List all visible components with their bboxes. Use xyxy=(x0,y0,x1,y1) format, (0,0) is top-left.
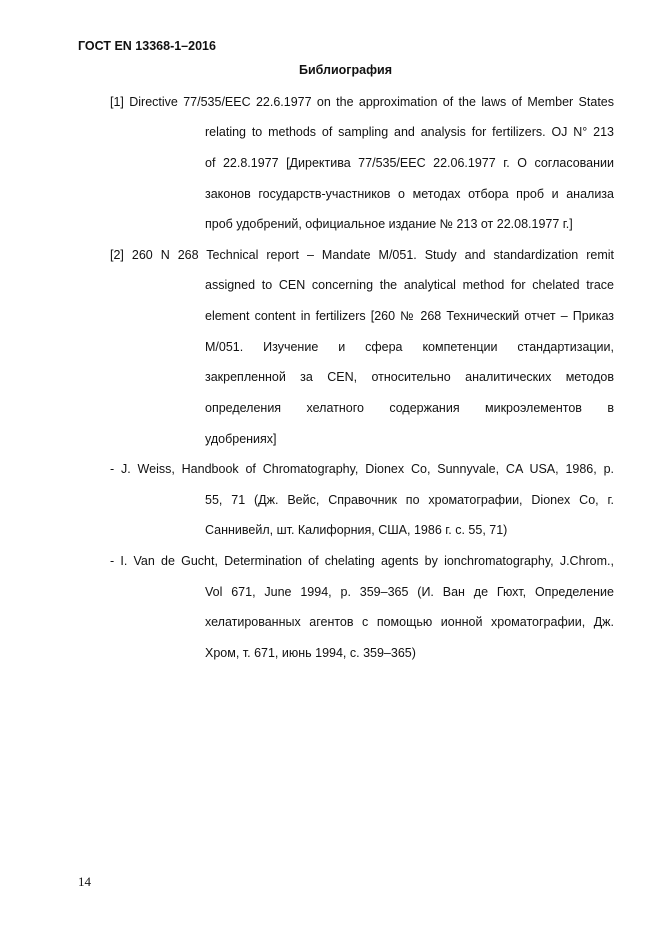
entry-2-line-1: [2] 260 N 268 Technical report – Mandate M/051. Study and standardization remit xyxy=(110,248,614,262)
entry-3-line-2: 55, 71 (Дж. Вейс, Справочник по хроматографии, Dionex Co, г. xyxy=(205,493,614,507)
entry-2-line-4: М/051. Изучение и сфера компетенции стандартизации, xyxy=(205,340,614,354)
entry-1-line-1: [1] Directive 77/535/EEC 22.6.1977 on the approximation of the laws of Member States xyxy=(110,95,614,109)
entry-2-line-5: закрепленной за CEN, относительно аналитических методов xyxy=(205,370,614,384)
entry-2-line-3: element content in fertilizers [260 № 268 Технический отчет – Приказ xyxy=(205,309,614,323)
entry-4-line-4: Хром, т. 671, июнь 1994, с. 359–365) xyxy=(205,646,416,660)
section-title xyxy=(0,63,661,77)
entry-3-line-1: - J. Weiss, Handbook of Chromatography, Dionex Co, Sunnyvale, CA USA, 1986, p. xyxy=(110,462,614,476)
entry-4-line-3: хелатированных агентов с помощью ионной хроматографии, Дж. xyxy=(205,615,614,629)
entry-2-line-6: определения хелатного содержания микроэлементов в xyxy=(205,401,614,415)
page-number: 14 xyxy=(78,874,91,889)
entry-4-line-1: - I. Van de Gucht, Determination of chelating agents by ionchromatography, J.Chrom., xyxy=(110,554,614,568)
document-header: ГОСТ EN 13368-1–2016 xyxy=(78,39,216,53)
entry-2-line-7: удобрениях] xyxy=(205,432,277,446)
entry-1-line-4: законов государств-участников о методах отбора проб и анализа xyxy=(205,187,614,201)
entry-1-line-5: проб удобрений, официальное издание № 213 от 22.08.1977 г.] xyxy=(205,217,573,231)
entry-1-line-3: of 22.8.1977 [Директива 77/535/ЕЕС 22.06.1977 г. О согласовании xyxy=(205,156,614,170)
entry-2-line-2: assigned to CEN concerning the analytical method for chelated trace xyxy=(205,278,614,292)
entry-4-line-2: Vol 671, June 1994, p. 359–365 (И. Ван де Гюхт, Определение xyxy=(205,585,614,599)
entry-1-line-2: relating to methods of sampling and analysis for fertilizers. OJ N° 213 xyxy=(205,125,614,139)
section-title-text: Библиография xyxy=(298,63,393,77)
entry-3-line-3: Саннивейл, шт. Калифорния, США, 1986 г. с. 55, 71) xyxy=(205,523,508,537)
